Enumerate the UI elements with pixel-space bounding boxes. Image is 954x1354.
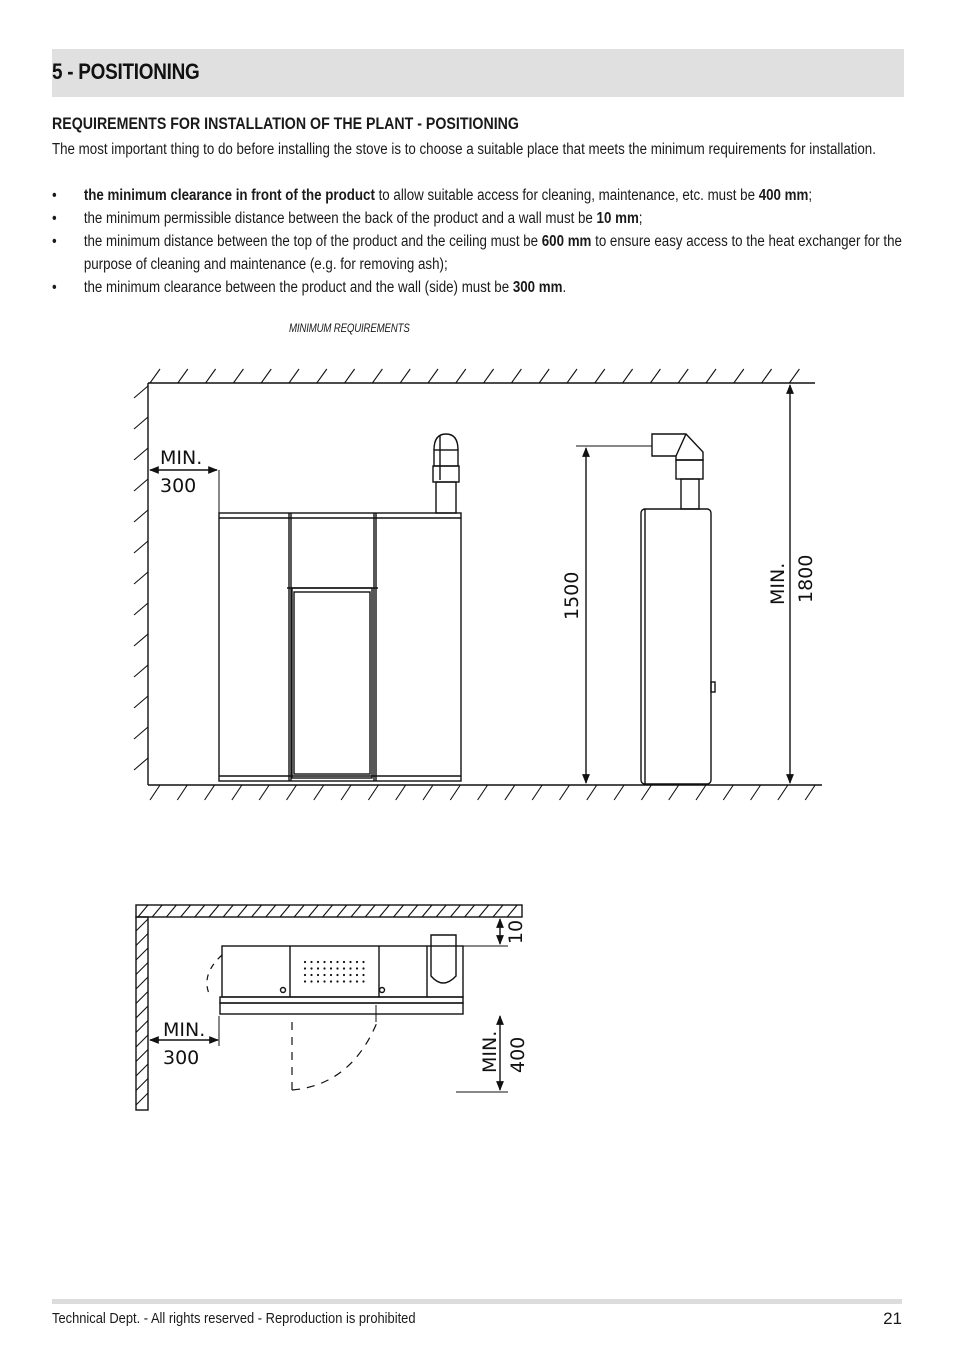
hatch-line	[560, 785, 570, 800]
grille-dot	[310, 967, 312, 969]
hatch-line	[341, 785, 351, 800]
hatch-line	[450, 905, 460, 917]
back-value-label: 10	[505, 919, 527, 945]
grille-dot	[323, 980, 325, 982]
plan-flue	[431, 935, 456, 983]
hatch-line	[372, 369, 382, 383]
requirement-value: 400 mm	[758, 187, 809, 204]
hatch-line	[152, 905, 162, 917]
hatch-line	[567, 369, 577, 383]
side-flue-pipe	[681, 479, 699, 509]
grille-dot	[356, 967, 358, 969]
requirement-tail: .	[562, 279, 567, 296]
grille-dot	[336, 974, 338, 976]
hatch-line	[289, 369, 299, 383]
grille-dot	[343, 980, 345, 982]
hatch-line	[150, 369, 160, 383]
grille-dot	[356, 961, 358, 963]
grille-dot	[343, 967, 345, 969]
plan-view	[136, 905, 522, 1110]
hatch-line	[696, 785, 706, 800]
grille-dot	[336, 967, 338, 969]
footer-rule	[52, 1299, 902, 1304]
grille-dot	[310, 974, 312, 976]
grille-dot	[349, 974, 351, 976]
requirement-text: the minimum distance between the top of the product and the ceiling must be	[83, 233, 542, 250]
hatch-line	[134, 448, 148, 460]
grille-dot	[317, 974, 319, 976]
wall-hatching	[134, 386, 148, 770]
stove-plan	[220, 935, 463, 1014]
hatch-line	[195, 905, 205, 917]
hatch-line	[323, 905, 333, 917]
hatch-line	[428, 369, 438, 383]
hatch-line	[280, 905, 290, 917]
hatch-line	[345, 369, 355, 383]
ceiling-value-label: 1800	[795, 554, 817, 603]
grille-dot	[304, 974, 306, 976]
front-min-label: MIN.	[479, 1030, 501, 1073]
requirement-tail: to ensure easy access to the heat exchanger for the purpose of cleaning and maintenance (e.g. for removing ash);	[83, 233, 902, 273]
hatch-line	[507, 905, 517, 917]
ceiling-hatching	[150, 369, 799, 383]
requirement-tail: ;	[808, 187, 813, 204]
hatch-line	[261, 369, 271, 383]
hatch-line	[669, 785, 679, 800]
hatch-line	[181, 905, 191, 917]
grille-dot	[343, 974, 345, 976]
flue-pipe	[436, 482, 456, 513]
hatch-line	[762, 369, 772, 383]
hatch-line	[479, 905, 489, 917]
grille-dot	[310, 980, 312, 982]
hatch-line	[511, 369, 521, 383]
hatch-line	[136, 948, 148, 960]
grille-dot	[349, 967, 351, 969]
hatch-line	[287, 785, 297, 800]
hatch-line	[136, 1006, 148, 1018]
ceiling-min-label: MIN.	[767, 562, 789, 605]
hatch-line	[805, 785, 815, 800]
stove-side-elevation	[641, 434, 715, 784]
grille-dot	[336, 961, 338, 963]
hatch-line	[408, 905, 418, 917]
requirements-intro: The most important thing to do before installing the stove is to choose a suitable place that meets the minimum requirements for installation.	[52, 141, 876, 158]
hatch-line	[751, 785, 761, 800]
hatch-line	[136, 1093, 148, 1105]
hatch-line	[365, 905, 375, 917]
hatch-line	[259, 785, 269, 800]
hatch-line	[252, 905, 262, 917]
section-title: 5 - POSITIONING	[52, 59, 200, 84]
grille-dot	[304, 980, 306, 982]
floor-hatching	[150, 785, 815, 800]
grille-dot	[323, 961, 325, 963]
hatch-line	[317, 369, 327, 383]
stove-front-elevation	[219, 434, 461, 781]
hatch-line	[294, 905, 304, 917]
grille-dot	[336, 980, 338, 982]
hatch-line	[587, 785, 597, 800]
hatch-line	[450, 785, 460, 800]
page-number: 21	[883, 1309, 902, 1328]
hatch-line	[379, 905, 389, 917]
hatch-line	[166, 905, 176, 917]
hatch-line	[723, 785, 733, 800]
hatch-line	[150, 785, 160, 800]
hatch-line	[134, 665, 148, 677]
hatch-line	[614, 785, 624, 800]
grille-dot	[330, 974, 332, 976]
figure-caption: MINIMUM REQUIREMENTS	[289, 323, 410, 335]
hatch-line	[266, 905, 276, 917]
grille-dot	[304, 961, 306, 963]
hatch-line	[308, 905, 318, 917]
hatch-line	[706, 369, 716, 383]
plan-back-wall-hatching	[138, 905, 517, 917]
grille-dot	[317, 967, 319, 969]
hatch-line	[237, 905, 247, 917]
requirement-value: 10 mm	[596, 210, 639, 227]
grille-dot	[349, 980, 351, 982]
hatch-line	[177, 785, 187, 800]
hatch-line	[136, 992, 148, 1004]
hatch-line	[134, 541, 148, 553]
hatch-line	[493, 905, 503, 917]
grille-dot	[362, 967, 364, 969]
hatch-line	[134, 510, 148, 522]
requirement-text: to allow suitable access for cleaning, maintenance, etc. must be	[374, 187, 759, 204]
hatch-line	[423, 785, 433, 800]
hatch-line	[134, 758, 148, 770]
grille-dot	[349, 961, 351, 963]
hatch-line	[134, 603, 148, 615]
hatch-line	[400, 369, 410, 383]
hatch-line	[138, 905, 148, 917]
hatch-line	[532, 785, 542, 800]
requirement-value: 300 mm	[512, 279, 563, 296]
hatch-line	[136, 1021, 148, 1033]
grille-dot	[330, 980, 332, 982]
hatch-line	[314, 785, 324, 800]
grille-dots	[304, 961, 365, 983]
hatch-line	[368, 785, 378, 800]
hatch-line	[337, 905, 347, 917]
hatch-line	[136, 963, 148, 975]
requirement-text: the minimum clearance between the product and the wall (side) must be	[83, 279, 513, 296]
hatch-line	[136, 919, 148, 931]
grille-dot	[362, 961, 364, 963]
grille-dot	[330, 967, 332, 969]
hatch-line	[134, 727, 148, 739]
plan-side-value-label: 300	[163, 1047, 200, 1069]
hatch-line	[134, 696, 148, 708]
hatch-line	[223, 905, 233, 917]
hatch-line	[178, 369, 188, 383]
hatch-line	[206, 369, 216, 383]
hatch-line	[134, 386, 148, 398]
hatch-line	[539, 369, 549, 383]
grille-dot	[323, 974, 325, 976]
plan-side-wall-hatching	[136, 919, 148, 1105]
hatch-line	[505, 785, 515, 800]
grille-dot	[330, 961, 332, 963]
footer-text: Technical Dept. - All rights reserved - Reproduction is prohibited	[52, 1310, 416, 1327]
hatch-line	[465, 905, 475, 917]
side-min-label: MIN.	[160, 447, 203, 469]
hatch-line	[134, 634, 148, 646]
grille-dot	[362, 974, 364, 976]
hatch-line	[734, 369, 744, 383]
hatch-line	[232, 785, 242, 800]
hatch-line	[233, 369, 243, 383]
hatch-line	[436, 905, 446, 917]
hatch-line	[595, 369, 605, 383]
hatch-line	[778, 785, 788, 800]
grille-dot	[343, 961, 345, 963]
hatch-line	[641, 785, 651, 800]
hatch-line	[134, 572, 148, 584]
hatch-line	[351, 905, 361, 917]
hatch-line	[136, 1035, 148, 1047]
hatch-line	[394, 905, 404, 917]
hatch-line	[209, 905, 219, 917]
grille-dot	[304, 967, 306, 969]
height-value-label: 1500	[561, 571, 583, 620]
side-value-label: 300	[160, 475, 197, 497]
hatch-line	[136, 1064, 148, 1076]
plan-side-min-label: MIN.	[163, 1019, 206, 1041]
requirement-text: the minimum permissible distance between the back of the product and a wall must be	[83, 210, 597, 227]
hatch-line	[136, 977, 148, 989]
requirement-tail: ;	[638, 210, 643, 227]
requirement-value: 600 mm	[541, 233, 592, 250]
grille-dot	[317, 961, 319, 963]
grille-dot	[356, 980, 358, 982]
stove-door	[292, 588, 372, 778]
grille-dot	[362, 980, 364, 982]
hatch-line	[134, 479, 148, 491]
hatch-line	[136, 1079, 148, 1091]
hatch-line	[396, 785, 406, 800]
hatch-line	[456, 369, 466, 383]
hatch-line	[678, 369, 688, 383]
hatch-line	[134, 417, 148, 429]
grille-dot	[356, 974, 358, 976]
grille-dot	[310, 961, 312, 963]
hatch-line	[650, 369, 660, 383]
hatch-line	[136, 934, 148, 946]
hatch-line	[789, 369, 799, 383]
hatch-line	[205, 785, 215, 800]
hatch-line	[623, 369, 633, 383]
grille-dot	[317, 980, 319, 982]
front-value-label: 400	[507, 1036, 529, 1073]
hatch-line	[422, 905, 432, 917]
hatch-line	[484, 369, 494, 383]
requirements-heading: REQUIREMENTS FOR INSTALLATION OF THE PLANT - POSITIONING	[52, 115, 519, 133]
grille-dot	[323, 967, 325, 969]
elevation-view	[134, 369, 822, 800]
hatch-line	[136, 1050, 148, 1062]
hatch-line	[478, 785, 488, 800]
requirement-bold-lead: the minimum clearance in front of the product	[83, 187, 375, 204]
